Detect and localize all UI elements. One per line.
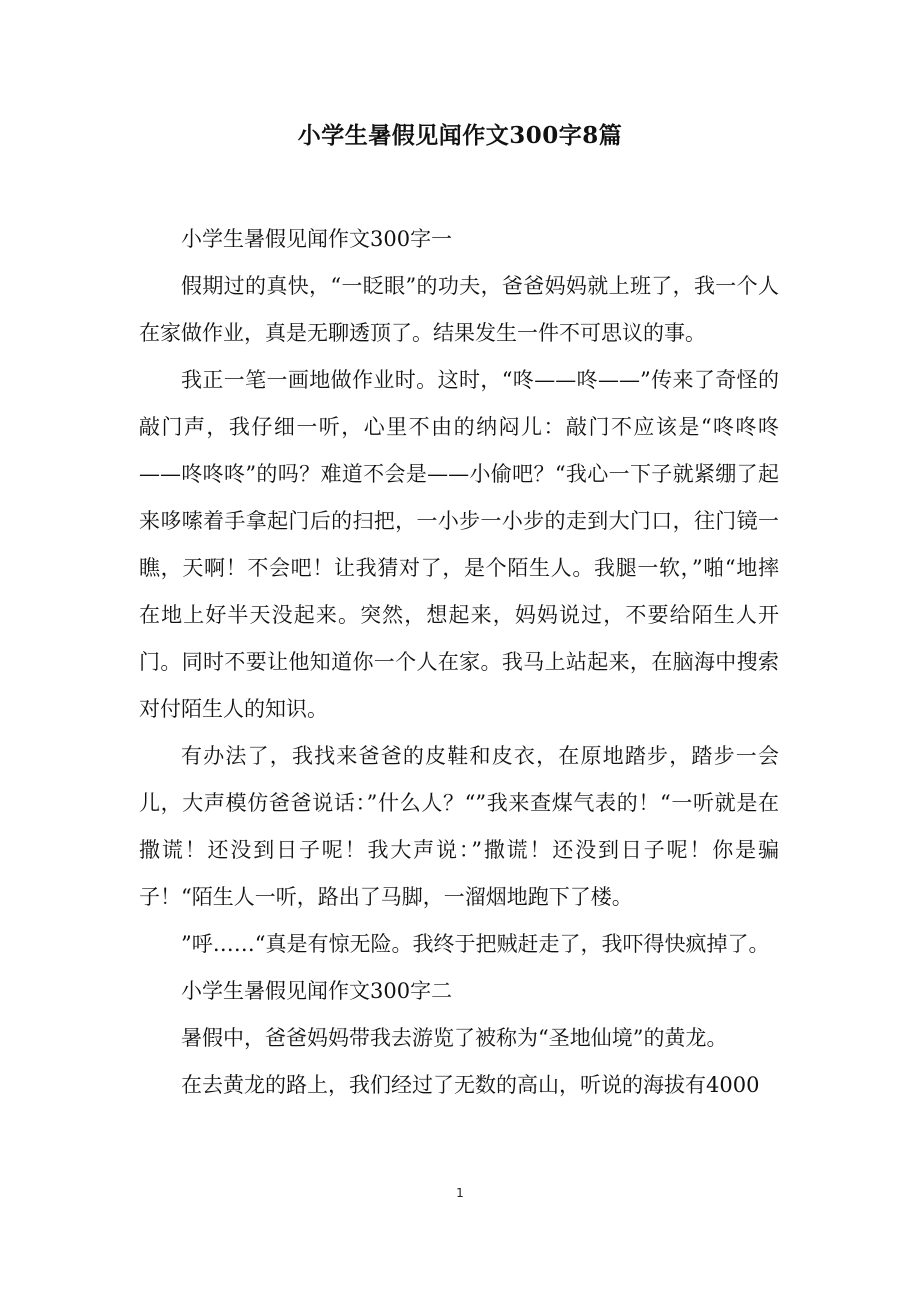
section-heading-1: 小学生暑假见闻作文300字一 [181, 227, 453, 251]
paragraph: 在去黄龙的路上，我们经过了无数的高山，听说的海拔有4000 [181, 1073, 760, 1097]
paragraph: 有办法了，我找来爸爸的皮鞋和皮衣，在原地踏步，踏步一会儿，大声模仿爸爸说话：”什么人？“”我来查煤气表的！“一听就是在撒谎！还没到日子呢！我大声说：”撒谎！还没到日子呢！你是骗子！“陌生人一听，路出了马脚，一溜烟地跑下了楼。 [139, 744, 779, 909]
document-title: 小学生暑假见闻作文300字8篇 [297, 122, 623, 149]
paragraph: 我正一笔一画地做作业时。这时，“咚——咚——”传来了奇怪的敲门声，我仔细一听，心里不由的纳闷儿：敲门不应该是“咚咚咚——咚咚咚”的吗？难道不会是——小偷吧？“我心一下子就紧绷了起来哆嗦着手拿起门后的扫把，一小步一小步的走到大门口，往门镜一瞧，天啊！不会吧！让我猜对了，是个陌生人。我腿一软，”啪“地摔在地上好半天没起来。突然，想起来，妈妈说过，不要给陌生人开门。同时不要让他知道你一个人在家。我马上站起来，在脑海中搜索对付陌生人的知识。 [139, 368, 779, 721]
paragraph: 暑假中，爸爸妈妈带我去游览了被称为“圣地仙境”的黄龙。 [181, 1026, 728, 1050]
page-number: 1 [456, 1186, 464, 1200]
section-heading-2: 小学生暑假见闻作文300字二 [181, 979, 453, 1003]
document-body [139, 216, 779, 1109]
paragraph: ”呼……“真是有惊无险。我终于把贼赶走了，我吓得快疯掉了。 [181, 932, 770, 956]
paragraph: 假期过的真快，“一眨眼”的功夫，爸爸妈妈就上班了，我一个人在家做作业，真是无聊透顶了。结果发生一件不可思议的事。 [139, 274, 779, 345]
